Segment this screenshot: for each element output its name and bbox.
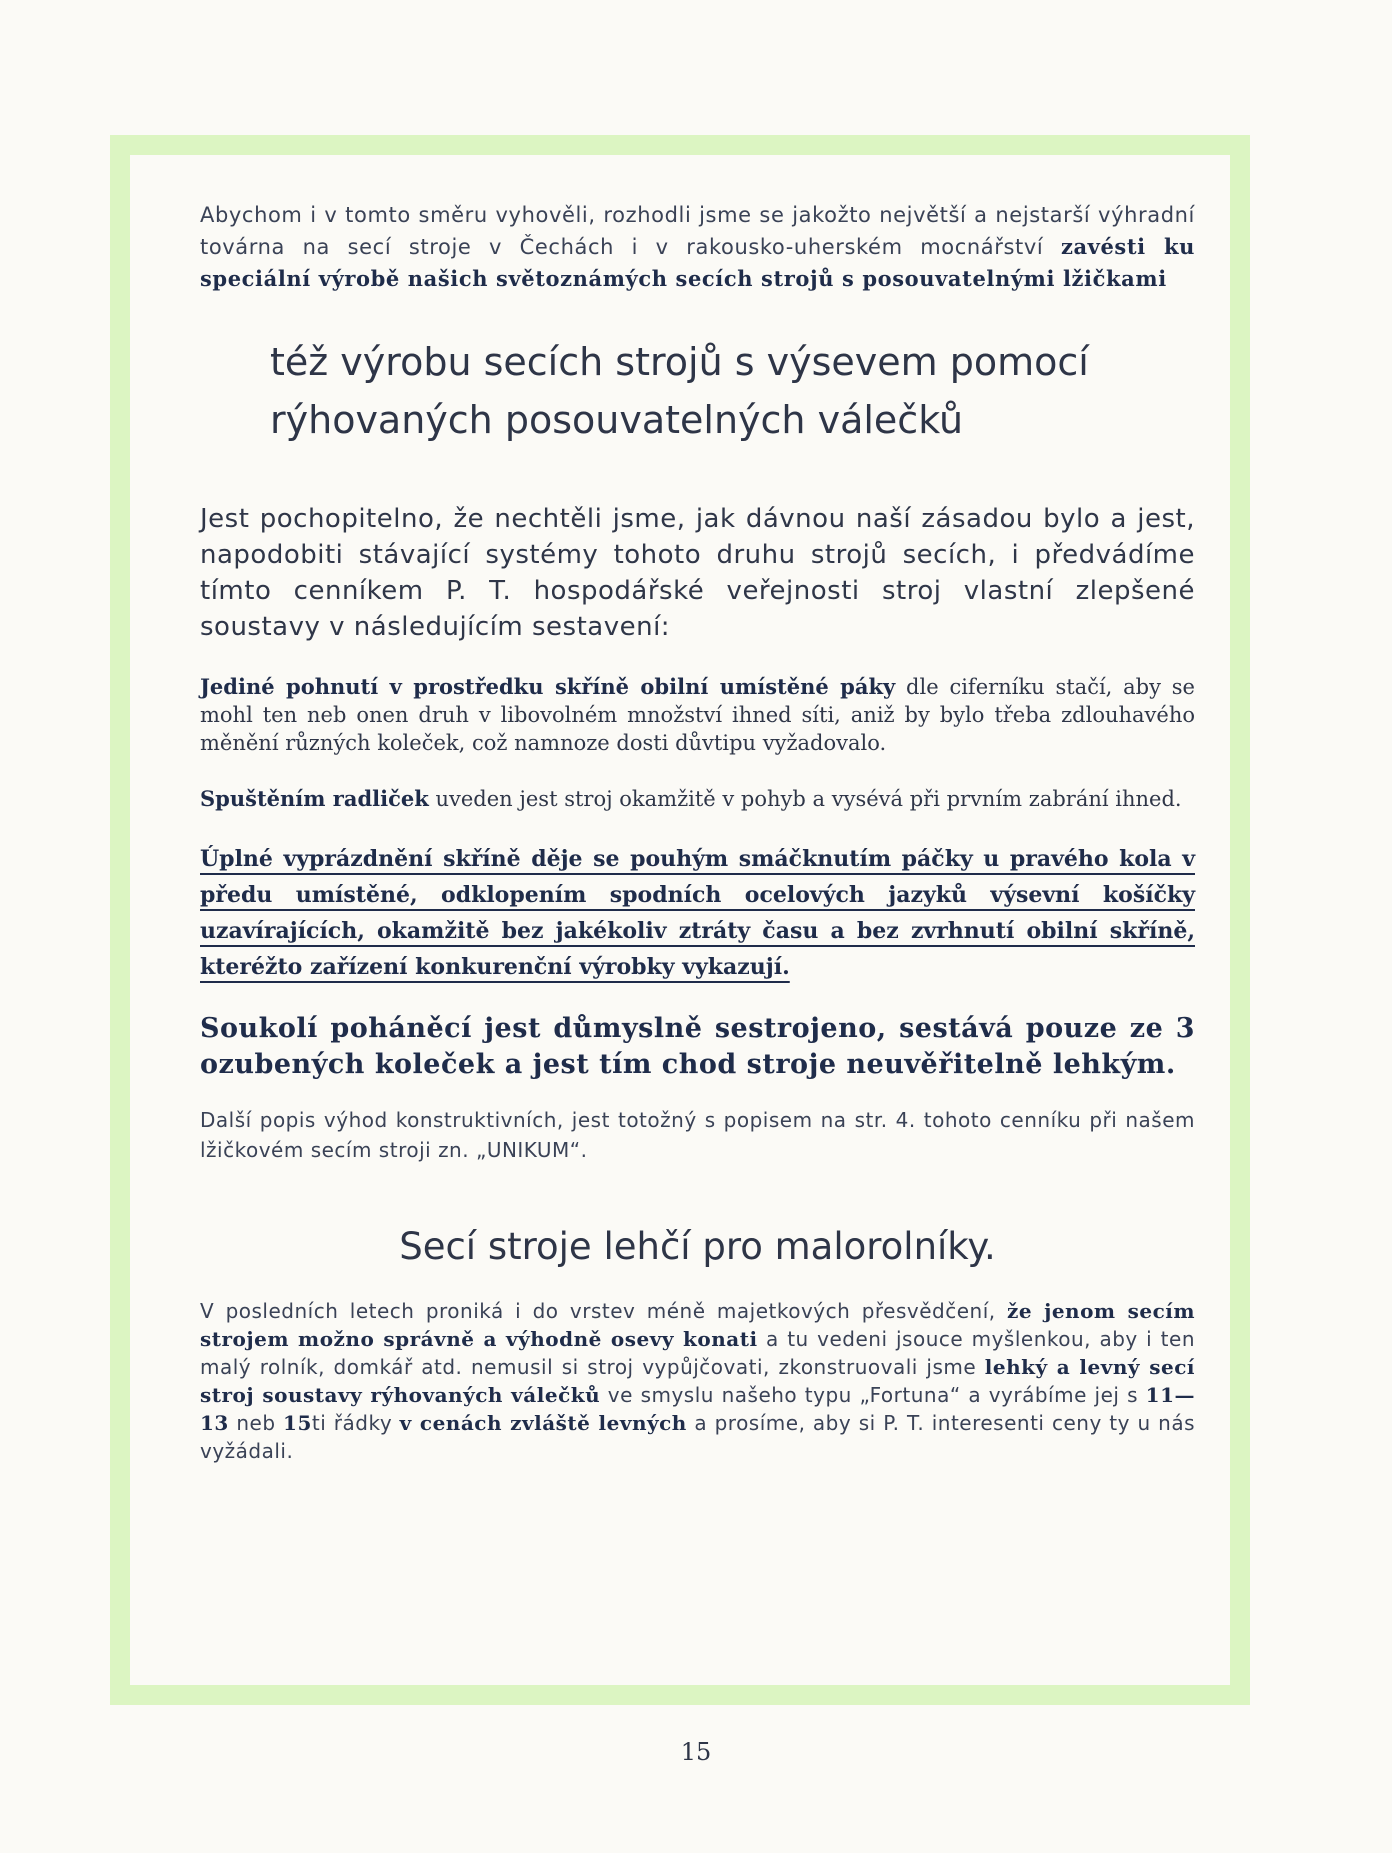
page-number: 15	[680, 1738, 712, 1766]
section-heading-production: též výrobu secích strojů s výsevem pomocí rýhovaných posouvatelných válečků	[270, 340, 1089, 442]
smallholders-text-3: ve smyslu našeho typu „Fortuna“ a vyrábíme jej s	[600, 1383, 1146, 1407]
lever-text: dle ciferníku stačí, aby se mohl ten neb onen druh v libovolném množství ihned síti, aniž by bylo třeba zdlouhavého měnění různých koleček, což namnoze dosti důvtipu vyžadovalo.	[200, 675, 1195, 755]
further-description-paragraph: Další popis výhod konstruktivních, jest totožný s popisem na str. 4. tohoto cenníku při našem lžičkovém secím stroji zn. „UNIKUM“.	[200, 1108, 1195, 1162]
emptying-underlined-text: Úplné vyprázdnění skříně děje se pouhým smáčknutím páčky u pravého kola v předu umístěné, odklopením spodních ocelových jazyků výsevní košíčky uzavírajících, okamžitě bez jakékoliv ztráty času a bez zvrhnutí obilní skříně, kteréžto zařízení konkurenční výrobky vykazují.	[200, 846, 1195, 980]
system-paragraph: Jest pochopitelno, že nechtěli jsme, jak dávnou naší zásadou bylo a jest, napodobiti stávající systémy tohoto druhu strojů secích, i předvádíme tímto cenníkem P. T. hospodářské veřejnosti stroj vlastní zlepšené soustavy v následujícím sestavení:	[200, 504, 1195, 642]
intro-text: Abychom i v tomto směru vyhověli, rozhodli jsme se jakožto největší a nejstarší výhradní továrna na secí stroje v Čechách i v rakousko-uherském mocnářství	[200, 203, 1195, 259]
smallholders-text-6: a prosíme, aby si P. T. interesenti ceny ty u nás vyžádali.	[200, 1411, 1196, 1463]
smallholders-paragraph	[200, 1297, 1195, 1465]
page-content	[200, 200, 1195, 1465]
smallholders-text-5: ti řádky	[311, 1411, 400, 1435]
smallholders-bold-4: 15	[283, 1411, 312, 1435]
gearing-paragraph: Soukolí poháněcí jest důmyslně sestrojeno, sestává pouze ze 3 ozubených koleček a jest tím chod stroje neuvěřitelně lehkým.	[200, 1013, 1195, 1080]
coulters-bold-text: Spuštěním radliček	[200, 786, 429, 811]
lever-bold-text: Jediné pohnutí v prostředku skříně obilní umístěné páky	[200, 674, 896, 699]
intro-paragraph	[200, 200, 1195, 295]
smallholders-bold-1: že jenom secím strojem možno správně a výhodně osevy konati	[200, 1299, 1196, 1351]
coulters-text: uveden jest stroj okamžitě v pohyb a vysévá při prvním zabrání ihned.	[428, 787, 1182, 811]
emptying-paragraph	[200, 841, 1195, 985]
smallholders-text-4: neb	[228, 1411, 284, 1435]
smallholders-bold-5: v cenách zvláště levných	[399, 1411, 687, 1435]
lever-paragraph	[200, 673, 1195, 757]
section-heading-smallholders: Secí stroje lehčí pro malorolníky.	[399, 1225, 996, 1268]
smallholders-bold-2: lehký a levný secí stroj soustavy rýhovaných válečků	[200, 1355, 1195, 1407]
intro-bold-text: zavésti ku speciální výrobě našich světoznámých secích strojů s posouvatelnými lžičkami	[200, 234, 1195, 291]
smallholders-text-1: V posledních letech proniká i do vrstev méně majetkových přesvědčení,	[200, 1299, 1008, 1323]
smallholders-text-2: a tu vedeni jsouce myšlenkou, aby i ten malý rolník, domkář atd. nemusil si stroj vypůjčovati, zkonstruovali jsme	[200, 1327, 1196, 1379]
smallholders-bold-3: 11—13	[200, 1383, 1195, 1435]
coulters-paragraph	[200, 785, 1195, 813]
